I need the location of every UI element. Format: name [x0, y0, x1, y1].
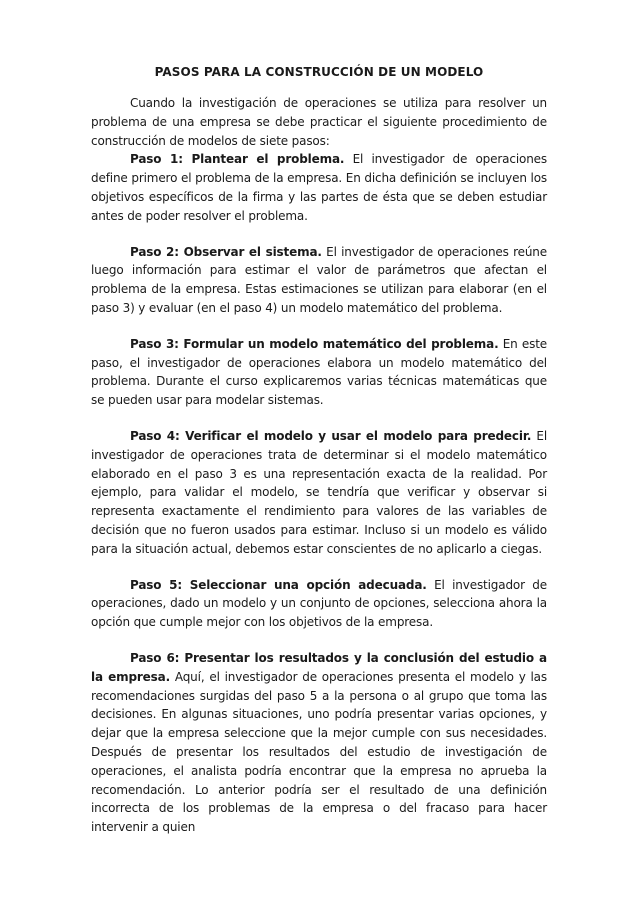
step-6-paragraph [91, 649, 547, 837]
step-6-label: Paso 6: Presentar los resultados y la conclusión del estudio a la empresa. [91, 650, 547, 684]
step-1-label: Paso 1: Plantear el problema. [130, 152, 345, 167]
step-5-paragraph [91, 576, 547, 632]
step-4-text: El investigador de operaciones trata de determinar si el modelo matemático elaborado en el paso 3 es una representación exacta de la realidad. Por ejemplo, para validar el modelo, se tendría que verificar y observar si representa exactamente el rendimiento para valores de las variables de decisión que no fueron usados para estimar. Incluso si un modelo es válido para la situación actual, debemos estar conscientes de no aplicarlo a ciegas. [91, 428, 548, 556]
step-3-label: Paso 3: Formular un modelo matemático del problema. [130, 336, 499, 351]
step-2-text: El investigador de operaciones reúne luego información para estimar el valor de parámetros que afectan el problema de la empresa. Estas estimaciones se utilizan para elaborar (en el paso 3) y evaluar (en el paso 4) un modelo matemático del problema. [91, 244, 547, 315]
step-3-text: En este paso, el investigador de operaciones elabora un modelo matemático del problema. Durante el curso explicaremos varias técnicas matemáticas que se pueden usar para modelar sistemas. [91, 336, 547, 408]
step-5-label: Paso 5: Seleccionar una opción adecuada. [130, 577, 427, 592]
step-5-text: El investigador de operaciones, dado un modelo y un conjunto de opciones, selecciona ahora la opción que cumple mejor con los objetivos de la empresa. [91, 577, 547, 630]
document-title: PASOS PARA LA CONSTRUCCIÓN DE UN MODELO [154, 65, 484, 79]
step-2-paragraph [91, 243, 547, 318]
intro-paragraph: Cuando la investigación de operaciones se utiliza para resolver un problema de una empresa se debe practicar el siguiente procedimiento de construcción de modelos de siete pasos: [91, 96, 547, 148]
step-4-label: Paso 4: Verificar el modelo y usar el modelo para predecir. [130, 428, 532, 443]
step-3-paragraph [91, 335, 547, 410]
step-1-paragraph [91, 150, 547, 225]
document-page [91, 62, 547, 837]
step-1-text: El investigador de operaciones define primero el problema de la empresa. En dicha definición se incluyen los objetivos específicos de la firma y las partes de ésta que se deben estudiar antes de poder resolver el problema. [91, 152, 547, 223]
step-2-label: Paso 2: Observar el sistema. [130, 244, 322, 259]
step-6-text: Aquí, el investigador de operaciones presenta el modelo y las recomendaciones surgidas del paso 5 a la persona o al grupo que toma las decisiones. En algunas situaciones, uno podría presentar varias opciones, y dejar que la empresa seleccione que la mejor cumple con sus necesidades. Después de presentar los resultados del estudio de investigación de operaciones, el analista podría encontrar que la empresa no aprueba la recomendación. Lo anterior podría ser el resultado de una definición incorrecta de los problemas de la empresa o del fracaso para hacer intervenir a quien [91, 669, 547, 835]
step-4-paragraph [91, 427, 547, 559]
